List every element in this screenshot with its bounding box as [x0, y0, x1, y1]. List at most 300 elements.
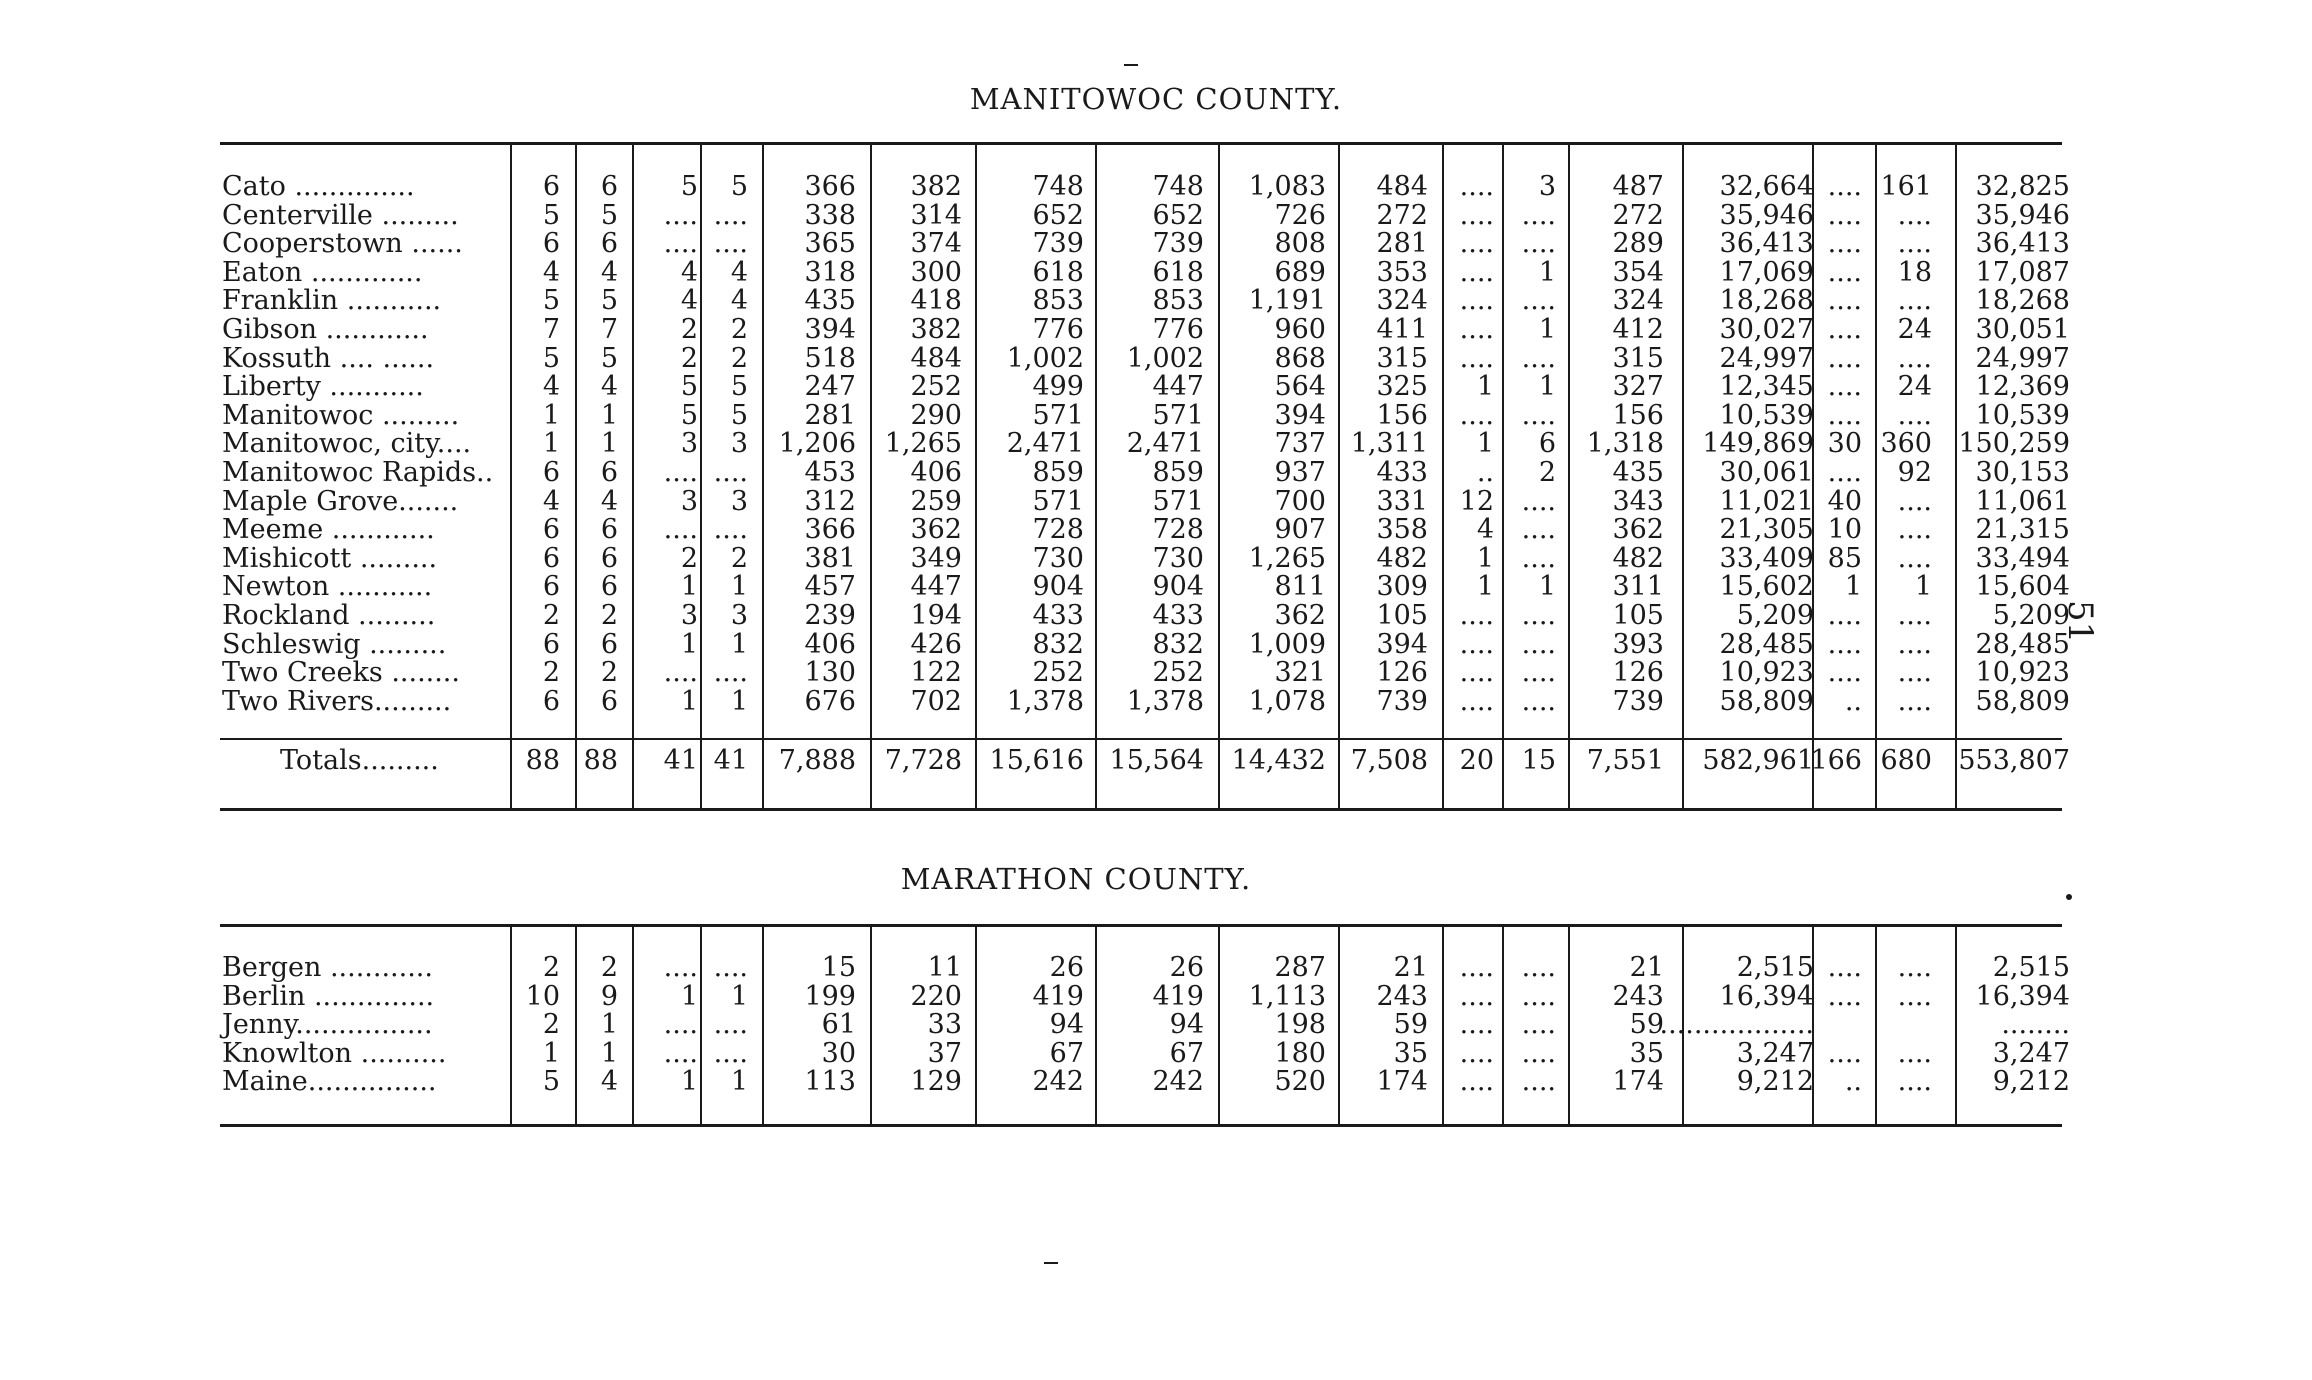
table-cell: .... — [1459, 285, 1494, 317]
row-label: Manitowoc Rapids.. — [222, 457, 494, 488]
table-cell: .... — [1459, 228, 1494, 260]
table-cell: .... — [663, 457, 698, 488]
table-cell: 353 — [1376, 256, 1428, 288]
table-cell: 904 — [1152, 571, 1204, 603]
table-cell: 41 — [713, 745, 748, 776]
table-cell: 272 — [1376, 199, 1428, 231]
table-cell: 5 — [542, 342, 560, 374]
row-label: Cato .............. — [222, 171, 415, 202]
table-cell: 37 — [927, 1037, 962, 1069]
row-label: Centerville ......... — [222, 199, 459, 231]
table-cell: .... — [1459, 199, 1494, 231]
table-cell: 1 — [680, 980, 698, 1012]
table-cell: 28,485 — [1719, 628, 1814, 660]
column-separator — [1875, 144, 1877, 808]
table-cell: 26 — [1049, 952, 1084, 983]
table-cell: 324 — [1612, 285, 1664, 317]
table-cell: 318 — [804, 256, 856, 288]
table-cell: 2 — [600, 952, 618, 983]
table-cell: 1,083 — [1248, 171, 1326, 202]
table-cell: 18,268 — [1719, 285, 1814, 317]
table-cell: .... — [1459, 314, 1494, 345]
table-cell: 36,413 — [1719, 228, 1814, 260]
table-cell: 33 — [927, 1009, 962, 1041]
table-cell: 130 — [804, 657, 856, 689]
table-cell: .... — [1459, 628, 1494, 660]
table-cell: 618 — [1152, 256, 1204, 288]
table-cell: 564 — [1274, 371, 1326, 403]
table-cell: 362 — [1274, 600, 1326, 631]
table-cell: 12,369 — [1975, 371, 2070, 403]
table-cell: 739 — [1376, 685, 1428, 717]
table-cell: 1 — [1538, 314, 1556, 345]
table-cell: .... — [1897, 600, 1932, 631]
table-cell: 30 — [821, 1037, 856, 1069]
table-cell: 242 — [1152, 1066, 1204, 1098]
table-cell: 324 — [1376, 285, 1428, 317]
table-cell: 5 — [600, 199, 618, 231]
table-cell: 59 — [1629, 1009, 1664, 1041]
table-cell: 2,471 — [1006, 428, 1084, 460]
table-cell: .... — [1459, 657, 1494, 689]
table-cell: 1 — [1538, 571, 1556, 603]
table-cell: 15,604 — [1975, 571, 2070, 603]
table-cell: 808 — [1274, 228, 1326, 260]
table-cell: .... — [1827, 342, 1862, 374]
table-cell: 1 — [600, 428, 618, 460]
table-cell: 6 — [600, 571, 618, 603]
table-cell: .... — [1521, 952, 1556, 983]
table-cell: 748 — [1032, 171, 1084, 202]
table-cell: 433 — [1152, 600, 1204, 631]
table-cell: 680 — [1880, 745, 1932, 776]
row-label: Rockland ......... — [222, 600, 436, 631]
table-cell: 5,209 — [1736, 600, 1814, 631]
table-cell: 1,265 — [1248, 542, 1326, 574]
table-cell: .... — [663, 228, 698, 260]
table-cell: 5,209 — [1992, 600, 2070, 631]
table-cell: 6 — [542, 171, 560, 202]
table-cell: 289 — [1612, 228, 1664, 260]
table-cell: .... — [713, 199, 748, 231]
table-cell: 394 — [804, 314, 856, 345]
column-separator — [1502, 926, 1504, 1124]
table-cell: 15 — [821, 952, 856, 983]
table-cell: 776 — [1152, 314, 1204, 345]
table-cell: 1,078 — [1248, 685, 1326, 717]
table-cell: 16,394 — [1975, 980, 2070, 1012]
table-cell: 433 — [1032, 600, 1084, 631]
table-cell: 242 — [1032, 1066, 1084, 1098]
table-cell: 4 — [730, 256, 748, 288]
table-cell: 6 — [542, 457, 560, 488]
table-cell: 362 — [910, 514, 962, 546]
table-cell: 67 — [1049, 1037, 1084, 1069]
table-cell: 24,997 — [1975, 342, 2070, 374]
table-cell: .... — [1827, 600, 1862, 631]
table-cell: 5 — [542, 285, 560, 317]
table-cell: 15 — [1521, 745, 1556, 776]
table-cell: .. — [1844, 1066, 1862, 1098]
table-cell: 3,247 — [1736, 1037, 1814, 1069]
table-cell: 6 — [542, 228, 560, 260]
table-cell: .... — [1827, 399, 1862, 431]
table-cell: 18,268 — [1975, 285, 2070, 317]
table-cell: 252 — [1152, 657, 1204, 689]
row-label: Manitowoc ......... — [222, 399, 460, 431]
table-cell: 252 — [910, 371, 962, 403]
table-cell: 311 — [1612, 571, 1664, 603]
table1-bottom-rule — [220, 808, 2062, 811]
table-cell: 582,961 — [1702, 745, 1814, 776]
table-cell: 174 — [1376, 1066, 1428, 1098]
table-cell: 28,485 — [1975, 628, 2070, 660]
table-cell: .... — [1827, 199, 1862, 231]
table-cell: 252 — [1032, 657, 1084, 689]
table-cell: 406 — [910, 457, 962, 488]
table-cell: 748 — [1152, 171, 1204, 202]
table-cell: .... — [663, 1037, 698, 1069]
table-cell: 365 — [804, 228, 856, 260]
table-cell: 618 — [1032, 256, 1084, 288]
table-cell: 1 — [680, 685, 698, 717]
table-cell: 6 — [600, 542, 618, 574]
table-cell: .... — [1521, 1009, 1556, 1041]
table-cell: 2 — [730, 542, 748, 574]
table-cell: 726 — [1274, 199, 1326, 231]
table-cell: 1,206 — [778, 428, 856, 460]
table-cell: 327 — [1612, 371, 1664, 403]
table-cell: .... — [1459, 1066, 1494, 1098]
table-cell: 92 — [1897, 457, 1932, 488]
table-cell: 482 — [1376, 542, 1428, 574]
column-separator — [700, 144, 702, 808]
table-cell: 6 — [600, 685, 618, 717]
table-cell: 6 — [600, 171, 618, 202]
table-cell: 2 — [680, 542, 698, 574]
print-mark — [1124, 64, 1138, 66]
table-cell: 2 — [600, 657, 618, 689]
table-cell: 435 — [804, 285, 856, 317]
table-cell: .... — [1459, 1009, 1494, 1041]
table-cell: 5 — [730, 171, 748, 202]
table-cell: 349 — [910, 542, 962, 574]
table-cell: 5 — [542, 199, 560, 231]
table-cell: 315 — [1612, 342, 1664, 374]
table-cell: .... — [1521, 542, 1556, 574]
table-cell: .... — [1827, 457, 1862, 488]
table-cell: .... — [1521, 1037, 1556, 1069]
table-cell: .... — [713, 1009, 748, 1041]
table-cell: 366 — [804, 514, 856, 546]
table-cell: 457 — [804, 571, 856, 603]
table-cell: .... — [1827, 628, 1862, 660]
row-label: Maple Grove....... — [222, 485, 459, 517]
table-cell: 487 — [1612, 171, 1664, 202]
table-cell: 67 — [1169, 1037, 1204, 1069]
table-cell: 1 — [600, 1037, 618, 1069]
table1-top-rule — [220, 142, 2062, 145]
table-cell: 426 — [910, 628, 962, 660]
table-cell: 17,069 — [1719, 256, 1814, 288]
column-separator — [1218, 926, 1220, 1124]
table-cell: 6 — [542, 628, 560, 660]
table-cell: .... — [1827, 657, 1862, 689]
row-label: Maine............... — [222, 1066, 437, 1098]
table-cell: 1 — [680, 1066, 698, 1098]
column-separator — [870, 926, 872, 1124]
table-cell: 10 — [525, 980, 560, 1012]
table-cell: 33,494 — [1975, 542, 2070, 574]
table-cell: 220 — [910, 980, 962, 1012]
table-cell: 6 — [600, 628, 618, 660]
table-cell: 199 — [804, 980, 856, 1012]
table-cell: 30,061 — [1719, 457, 1814, 488]
table-cell: .... — [1459, 980, 1494, 1012]
print-dot — [2066, 894, 2072, 900]
table-cell: 737 — [1274, 428, 1326, 460]
table-cell: .... — [1897, 542, 1932, 574]
table-cell: 6 — [1538, 428, 1556, 460]
table-cell: .... — [663, 657, 698, 689]
table-cell: .... — [1521, 685, 1556, 717]
table-cell: 907 — [1274, 514, 1326, 546]
table-cell: 88 — [583, 745, 618, 776]
table-cell: 435 — [1612, 457, 1664, 488]
table-cell: 35 — [1393, 1037, 1428, 1069]
table-cell: 180 — [1274, 1037, 1326, 1069]
table-cell: 4 — [680, 256, 698, 288]
table-cell: 58,809 — [1719, 685, 1814, 717]
column-separator — [1218, 144, 1220, 808]
table-cell: 35 — [1629, 1037, 1664, 1069]
table-cell: 5 — [730, 399, 748, 431]
table-cell: 4 — [542, 485, 560, 517]
table-cell: .... — [1459, 685, 1494, 717]
table-cell: 126 — [1376, 657, 1428, 689]
table-cell: 411 — [1376, 314, 1428, 345]
table-cell: 166 — [1810, 745, 1862, 776]
table-cell: 5 — [542, 1066, 560, 1098]
table-cell: 161 — [1880, 171, 1932, 202]
row-label: Mishicott ......... — [222, 542, 438, 574]
table-cell: 3 — [730, 485, 748, 517]
table-cell: 314 — [910, 199, 962, 231]
table-cell: .... — [1827, 1037, 1862, 1069]
table-cell: 5 — [680, 371, 698, 403]
table-cell: 4 — [542, 256, 560, 288]
table-cell: .... — [663, 514, 698, 546]
table-cell: 1 — [730, 685, 748, 717]
table-cell: 7,508 — [1350, 745, 1428, 776]
table-cell: 484 — [910, 342, 962, 374]
column-separator — [632, 144, 634, 808]
table-cell: 15,564 — [1109, 745, 1204, 776]
table-cell: .... — [1827, 980, 1862, 1012]
table-cell: 312 — [804, 485, 856, 517]
table-cell: 15,602 — [1719, 571, 1814, 603]
table-cell: 739 — [1612, 685, 1664, 717]
table-cell: 2 — [542, 600, 560, 631]
table-cell: 113 — [804, 1066, 856, 1098]
table-cell: 853 — [1032, 285, 1084, 317]
table-cell: 10,923 — [1719, 657, 1814, 689]
table-cell: 419 — [1152, 980, 1204, 1012]
table-cell: .... — [1459, 256, 1494, 288]
column-separator — [762, 926, 764, 1124]
table-cell: 272 — [1612, 199, 1664, 231]
table-cell: .... — [1459, 1037, 1494, 1069]
table-cell: 853 — [1152, 285, 1204, 317]
table-cell: 174 — [1612, 1066, 1664, 1098]
table-cell: .... — [713, 457, 748, 488]
table-cell: 20 — [1459, 745, 1494, 776]
table-cell: 35,946 — [1719, 199, 1814, 231]
table-cell: .... — [1521, 628, 1556, 660]
table-cell: 3 — [730, 428, 748, 460]
table-cell: .... — [1521, 228, 1556, 260]
table-cell: 2,515 — [1992, 952, 2070, 983]
table-cell: 482 — [1612, 542, 1664, 574]
table-cell: ........ — [2001, 1009, 2070, 1041]
table-cell: 1 — [680, 571, 698, 603]
row-label: Berlin .............. — [222, 980, 435, 1012]
table-cell: 59 — [1393, 1009, 1428, 1041]
table-cell: .... — [1897, 1037, 1932, 1069]
row-label: Totals......... — [280, 745, 439, 776]
table-cell: 2 — [730, 342, 748, 374]
table-cell: 776 — [1032, 314, 1084, 345]
row-label: Liberty ........... — [222, 371, 424, 403]
table-cell: .... — [1521, 399, 1556, 431]
table-cell: 1 — [1538, 256, 1556, 288]
table-cell: 7,728 — [884, 745, 962, 776]
table-cell: 3 — [680, 485, 698, 517]
table-cell: 58,809 — [1975, 685, 2070, 717]
table-cell: 484 — [1376, 171, 1428, 202]
table-cell: 2 — [542, 1009, 560, 1041]
table-cell: 1 — [600, 1009, 618, 1041]
table-cell: .. — [1476, 457, 1494, 488]
table-cell: 2 — [680, 342, 698, 374]
table-cell: .... — [1521, 285, 1556, 317]
table-cell: 1,265 — [884, 428, 962, 460]
table-cell: 4 — [1476, 514, 1494, 546]
table-cell: 518 — [804, 342, 856, 374]
table-cell: 281 — [804, 399, 856, 431]
table-cell: 1 — [730, 628, 748, 660]
table-cell: .... — [1897, 952, 1932, 983]
table-cell: .... — [1897, 514, 1932, 546]
table-cell: 6 — [542, 571, 560, 603]
table-cell: 447 — [1152, 371, 1204, 403]
table-cell: 1 — [1476, 542, 1494, 574]
page-number: 51 — [2060, 600, 2100, 644]
table-cell: 12,345 — [1719, 371, 1814, 403]
table-cell: 394 — [1274, 399, 1326, 431]
table-cell: 393 — [1612, 628, 1664, 660]
table-cell: 17,087 — [1975, 256, 2070, 288]
table-cell: 5 — [680, 399, 698, 431]
row-label: Knowlton .......... — [222, 1037, 447, 1069]
table-cell: .... — [1521, 1066, 1556, 1098]
table-cell: 32,825 — [1975, 171, 2070, 202]
table-cell: 1,378 — [1006, 685, 1084, 717]
table-cell: 571 — [1032, 399, 1084, 431]
table-cell: 553,807 — [1958, 745, 2070, 776]
table-cell: 739 — [1152, 228, 1204, 260]
table-cell: 4 — [680, 285, 698, 317]
table-cell: .... — [663, 1009, 698, 1041]
table-cell: 33,409 — [1719, 542, 1814, 574]
table-cell: .... — [1521, 514, 1556, 546]
table-cell: .... — [663, 952, 698, 983]
table-cell: 354 — [1612, 256, 1664, 288]
table-cell: 3 — [1538, 171, 1556, 202]
table-cell: 290 — [910, 399, 962, 431]
table-cell: 4 — [600, 1066, 618, 1098]
column-separator — [510, 144, 512, 808]
table-cell: 149,869 — [1702, 428, 1814, 460]
table-cell: 6 — [542, 542, 560, 574]
table-cell: 358 — [1376, 514, 1428, 546]
column-separator — [1568, 926, 1570, 1124]
table-cell: 315 — [1376, 342, 1428, 374]
manitowoc-county-title: MANITOWOC COUNTY. — [969, 82, 1343, 116]
table-cell: 811 — [1274, 571, 1326, 603]
table-cell: 2 — [1538, 457, 1556, 488]
print-mark — [1044, 1262, 1058, 1264]
table-cell: .... — [1827, 952, 1862, 983]
table-cell: 32,664 — [1719, 171, 1814, 202]
table-cell: 7,551 — [1586, 745, 1664, 776]
column-separator — [1955, 926, 1957, 1124]
marathon-county-title: MARATHON COUNTY. — [900, 862, 1252, 896]
table-cell: .... — [1521, 342, 1556, 374]
table-cell: 30,051 — [1975, 314, 2070, 345]
table-cell: 343 — [1612, 485, 1664, 517]
table-cell: .. — [1844, 685, 1862, 717]
table-cell: 129 — [910, 1066, 962, 1098]
table-cell: .... — [713, 1037, 748, 1069]
table-cell: 10,539 — [1975, 399, 2070, 431]
table-cell: 309 — [1376, 571, 1428, 603]
table-cell: 739 — [1032, 228, 1084, 260]
table-cell: 122 — [910, 657, 962, 689]
table-cell: 2 — [730, 314, 748, 345]
table-cell: 5 — [600, 285, 618, 317]
table-cell: 1 — [1844, 571, 1862, 603]
table-cell: 406 — [804, 628, 856, 660]
table-cell: .... — [1521, 199, 1556, 231]
table-cell: 11 — [927, 952, 962, 983]
table-cell: 700 — [1274, 485, 1326, 517]
table-cell: 366 — [804, 171, 856, 202]
table-cell: 394 — [1376, 628, 1428, 660]
column-separator — [762, 144, 764, 808]
table-cell: 12 — [1459, 485, 1494, 517]
table-cell: 4 — [730, 285, 748, 317]
column-separator — [1338, 926, 1340, 1124]
row-label: Franklin ........... — [222, 285, 442, 317]
table-cell: 126 — [1612, 657, 1664, 689]
table-cell: 904 — [1032, 571, 1084, 603]
table-cell: 412 — [1612, 314, 1664, 345]
table-cell: .... — [1827, 256, 1862, 288]
table-cell: 239 — [804, 600, 856, 631]
table-cell: .... — [1897, 657, 1932, 689]
table-cell: .... — [1897, 1066, 1932, 1098]
